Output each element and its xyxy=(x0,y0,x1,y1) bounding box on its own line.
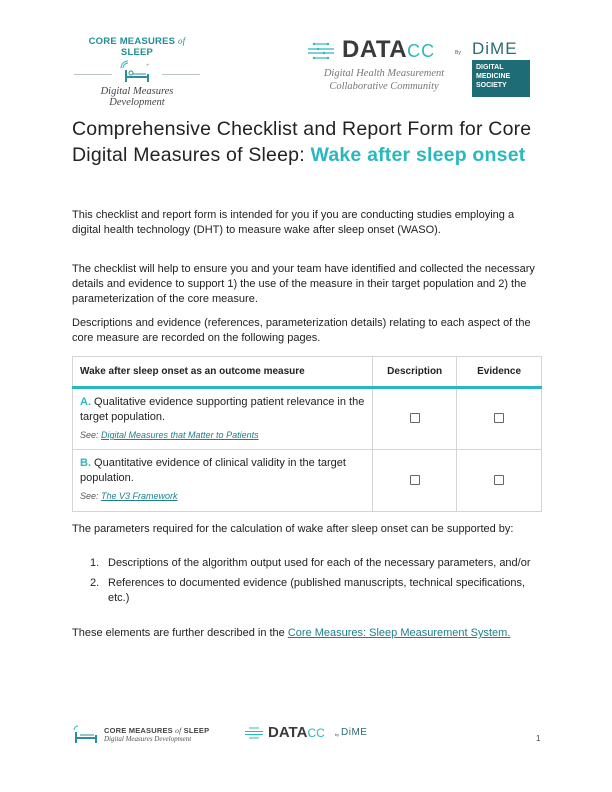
circuit-lines-icon xyxy=(306,42,336,60)
footer-dime-logo: DiME xyxy=(341,727,368,738)
link-digital-measures-that-matter[interactable]: Digital Measures that Matter to Patients xyxy=(101,430,259,440)
by-label: By xyxy=(455,50,461,56)
bed-signal-icon xyxy=(72,724,100,744)
dime-society-box: DIGITAL MEDICINE SOCIETY xyxy=(472,60,530,97)
link-sleep-measurement-system[interactable]: Core Measures: Sleep Measurement System. xyxy=(287,627,511,639)
cms-logo-title: CORE MEASURES of SLEEP xyxy=(88,36,186,58)
row-a-description: A. Qualitative evidence supporting patient relevance in the target population. See: Digital Measures that Matter to Patients xyxy=(73,388,373,450)
table-header-row xyxy=(73,357,542,388)
datacc-wordmark: DATACC xyxy=(342,36,436,63)
circuit-lines-icon xyxy=(244,727,264,739)
parameters-intro: The parameters required for the calculation of wake after sleep onset can be supported by: xyxy=(72,523,514,535)
intro-paragraph-3: Descriptions and evidence (references, parameterization details) relating to each aspect of the core measure are recorded on the following pages. xyxy=(72,317,531,344)
list-item: 1. Descriptions of the algorithm output used for each of the necessary parameters, and/or xyxy=(90,557,531,569)
page-title: Comprehensive Checklist and Report Form for Core Digital Measures of Sleep: Wake after sleep onset xyxy=(72,118,532,166)
row-b-description-checkbox[interactable] xyxy=(410,475,420,485)
bed-signal-icon xyxy=(72,60,202,84)
intro-paragraph-1: This checklist and report form is intended for you if you are conducting studies employing a digital health technology (DHT) to measure wake after sleep onset (WASO). xyxy=(72,209,515,236)
footer-cms-logo: CORE MEASURES of SLEEP Digital Measures Development xyxy=(72,724,209,744)
list-item: 2. References to documented evidence (published manuscripts, technical specifications, etc.) xyxy=(90,577,526,604)
cms-logo-subtitle: Digital Measures Development xyxy=(100,86,174,108)
link-v3-framework[interactable]: The V3 Framework xyxy=(101,491,178,501)
table-row xyxy=(73,388,542,450)
dime-wordmark: DiME xyxy=(472,39,518,58)
page-footer xyxy=(72,724,542,754)
header-measure: Wake after sleep onset as an outcome measure xyxy=(73,357,373,388)
svg-text:+: + xyxy=(146,63,150,69)
core-measures-sleep-logo xyxy=(72,36,202,108)
intro-paragraph-2: The checklist will help to ensure you and your team have identified and collected the necessary details and evidence to support 1) the use of the measure in their target population and 2) the parameterization of the core measure. xyxy=(72,263,535,305)
page-number: 1 xyxy=(536,734,541,743)
footer-datacc-logo: DATACC by DiME xyxy=(244,724,367,741)
row-a-evidence-checkbox[interactable] xyxy=(494,413,504,423)
checklist-table xyxy=(72,356,542,512)
datacc-subtitle: Digital Health Measurement Collaborative Community xyxy=(323,68,445,92)
title-accent: Wake after sleep onset xyxy=(310,144,526,166)
parameters-list xyxy=(72,556,542,611)
row-b-evidence-checkbox[interactable] xyxy=(494,475,504,485)
table-row xyxy=(73,450,542,512)
header-evidence: Evidence xyxy=(457,357,542,388)
datacc-logo xyxy=(306,38,466,96)
closing-paragraph: These elements are further described in the Core Measures: Sleep Measurement System. xyxy=(72,627,511,639)
dime-logo xyxy=(472,40,530,98)
header-description: Description xyxy=(373,357,457,388)
row-a-description-checkbox[interactable] xyxy=(410,413,420,423)
row-b-description: B. Quantitative evidence of clinical validity in the target population. See: The V3 Framework xyxy=(73,450,373,512)
